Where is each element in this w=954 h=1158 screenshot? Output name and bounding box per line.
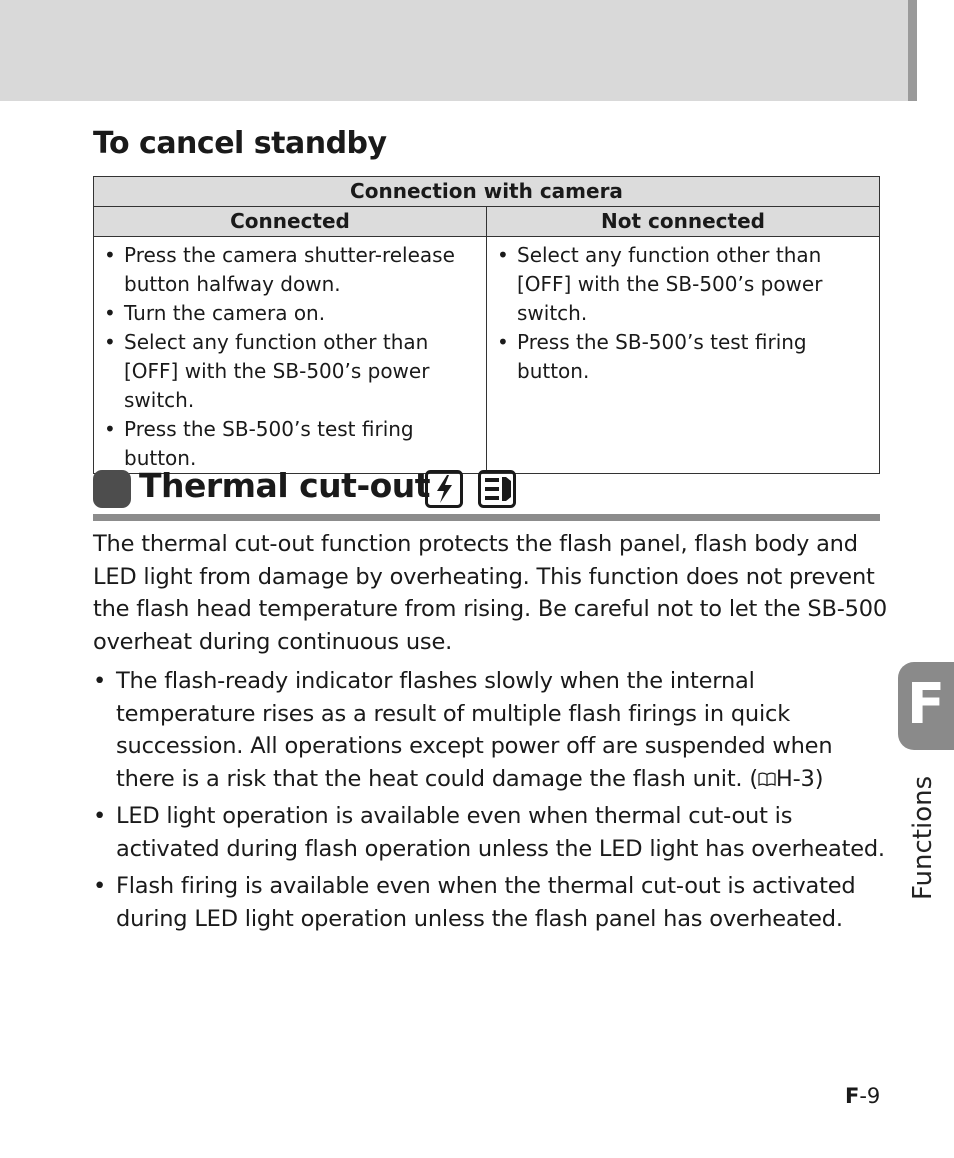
thermal-cut-out-heading: Thermal cut-out — [139, 466, 431, 505]
connected-cell — [94, 237, 487, 474]
not-connected-item: • Select any function other than [OFF] with the SB-500’s power switch. — [495, 241, 875, 328]
section-tab-letter: F — [906, 672, 946, 737]
bullet-text: The flash-ready indicator flashes slowly when the internal temperature rises as a result of multiple flash firings in quick succession. All operations except power off are suspended when there is a risk that the heat could damage the flash unit. ( — [116, 668, 833, 792]
cancel-standby-heading: To cancel standby — [93, 126, 387, 161]
bullet-item — [93, 665, 893, 795]
connected-item: • Select any function other than [OFF] with the SB-500’s power switch. — [102, 328, 482, 415]
column-header-connected: Connected — [94, 207, 487, 237]
page-number-prefix: F — [845, 1084, 860, 1108]
not-connected-cell — [487, 237, 880, 474]
cancel-standby-table — [93, 176, 880, 474]
page-reference: H-3 — [775, 765, 815, 792]
bullet-text: LED light operation is available even when thermal cut-out is activated during flash operation unless the LED light has overheated. — [116, 803, 885, 862]
section-rule — [93, 514, 880, 521]
section-side-label: Functions — [908, 775, 938, 900]
connected-item: • Turn the camera on. — [102, 299, 482, 328]
connection-group-header: Connection with camera — [94, 177, 880, 207]
connected-item: • Press the camera shutter-release button halfway down. — [102, 241, 482, 299]
flash-mode-icon — [425, 470, 463, 508]
section-tab — [898, 662, 954, 750]
top-header-band — [0, 0, 908, 101]
reference-close: ) — [814, 765, 824, 792]
thermal-intro-paragraph: The thermal cut-out function protects the flash panel, flash body and LED light from damage by overheating. This function does not prevent the flash head temperature from rising. Be careful not to let the SB-500 overheat during continuous use. — [93, 531, 887, 655]
page-number-value: -9 — [859, 1084, 881, 1108]
connected-item: • Press the SB-500’s test firing button. — [102, 415, 482, 473]
thermal-cut-out-header — [93, 466, 880, 514]
thermal-bullet-list — [93, 665, 893, 940]
page-number — [845, 1084, 880, 1108]
column-header-not-connected: Not connected — [487, 207, 880, 237]
bullet-item — [93, 870, 893, 935]
book-reference-icon — [758, 766, 776, 792]
bullet-text: Flash firing is available even when the thermal cut-out is activated during LED light operation unless the flash panel has overheated. — [116, 873, 856, 932]
section-marker-icon — [93, 470, 131, 508]
bullet-item — [93, 800, 893, 865]
not-connected-item: • Press the SB-500’s test firing button. — [495, 328, 875, 386]
led-light-mode-icon — [478, 470, 516, 508]
top-header-band-edge — [908, 0, 917, 101]
